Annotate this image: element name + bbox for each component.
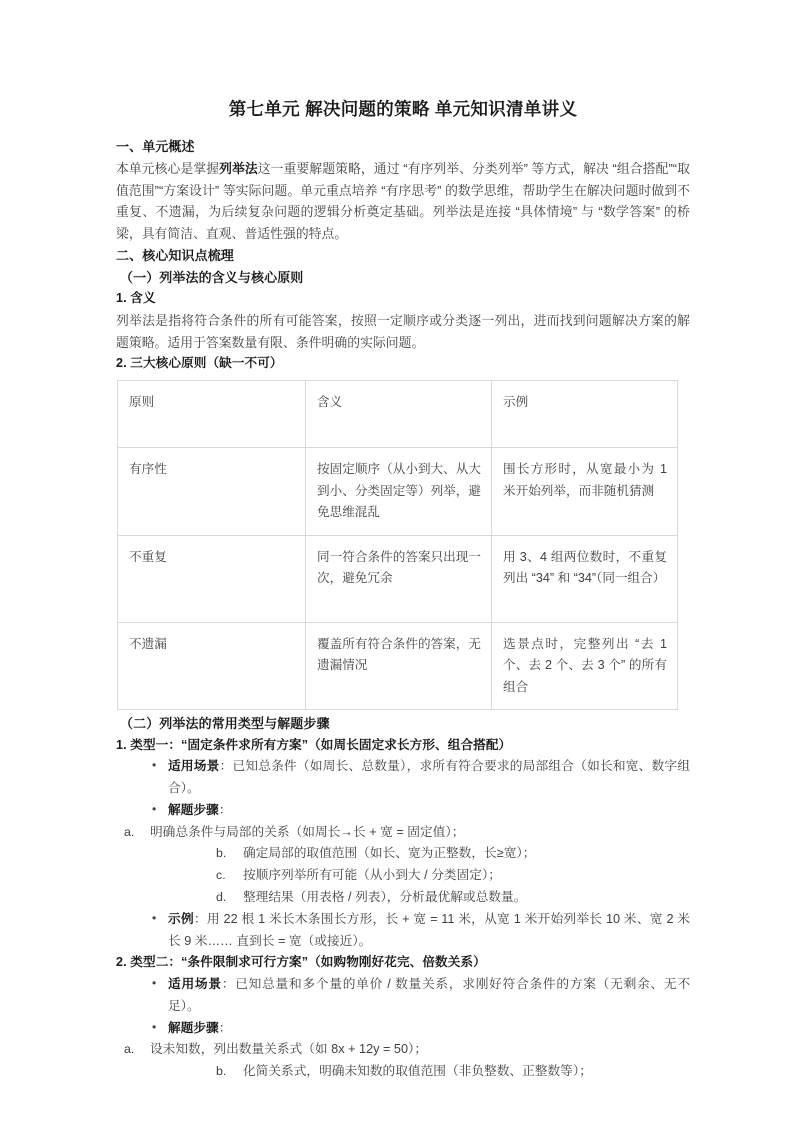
scene-text: ：已知总量和多个量的单价 / 数量关系，求刚好符合条件的方案（无剩余、无不足）。 bbox=[168, 976, 691, 1013]
paragraph-unit-overview bbox=[116, 158, 690, 245]
list-item-steps-label bbox=[116, 1018, 690, 1040]
table-cell-example: 围长方形时，从宽最小为 1 米开始列举，而非随机猜测 bbox=[492, 448, 678, 536]
list-item-example bbox=[116, 909, 690, 953]
heading-part-two: （二）列举法的常用类型与解题步骤 bbox=[120, 716, 330, 731]
heading-core-knowledge: 二、核心知识点梳理 bbox=[116, 248, 234, 264]
table-row bbox=[118, 622, 678, 710]
step-marker: b. bbox=[216, 846, 227, 861]
list-item-step bbox=[116, 822, 690, 844]
list-item-steps-label bbox=[116, 800, 690, 822]
table-header-example: 示例 bbox=[492, 381, 678, 448]
table-row bbox=[118, 535, 678, 622]
step-marker: b. bbox=[216, 1064, 227, 1079]
list-item-step bbox=[116, 1039, 690, 1061]
heading-meaning: 1. 含义 bbox=[116, 291, 156, 306]
table-cell-meaning: 同一符合条件的答案只出现一次，避免冗余 bbox=[306, 535, 492, 622]
example-text: ：用 22 根 1 米长木条围长方形，长 + 宽 = 11 米，从宽 1 米开始列举长 10 米、宽 2 米长 9 米…… 直到长 = 宽（或接近）。 bbox=[168, 911, 690, 948]
step-marker: d. bbox=[216, 889, 227, 904]
list-item-scene bbox=[116, 974, 690, 1018]
overview-text-part1: 本单元核心是掌握 bbox=[116, 160, 220, 176]
heading-unit-overview: 一、单元概述 bbox=[116, 139, 195, 155]
overview-keyword-bold: 列举法 bbox=[219, 160, 258, 176]
step-text: 设未知数，列出数量关系式（如 8x + 12y = 50）； bbox=[150, 1042, 428, 1057]
steps-label: 解题步骤 bbox=[168, 1020, 219, 1035]
overview-text-part2: 这一重要解题策略，通过 “有序列举、分类列举” 等方式，解决 “组合搭配”“取值范围”“方案设计” 等实际问题。单元重点培养 “有序思考” 的数学思维，帮助学生在解决问题时做到不重复、不遗漏，为后续复杂问题的逻辑分析奠定基础。列举法是连接 “具体情境” 与 “数学答案” 的桥梁，具有简洁、直观、普适性强的特点。 bbox=[116, 160, 690, 242]
step-text: 按顺序列举所有可能（从小到大 / 分类固定）； bbox=[243, 868, 501, 883]
table-cell-meaning: 覆盖所有符合条件的答案，无遗漏情况 bbox=[306, 622, 492, 710]
steps-colon: ： bbox=[218, 1020, 232, 1035]
heading-type-two: 2. 类型二：“条件限制求可行方案”（如购物刚好花完、倍数关系） bbox=[116, 955, 486, 970]
step-text: 整理结果（用表格 / 列表），分析最优解或总数量。 bbox=[243, 889, 527, 904]
type-two-steps bbox=[116, 1039, 690, 1083]
table-header-row bbox=[118, 381, 678, 448]
step-marker: a. bbox=[124, 824, 135, 839]
steps-colon: ： bbox=[218, 802, 232, 817]
list-item-step bbox=[116, 887, 690, 909]
principles-table bbox=[117, 380, 678, 710]
list-item-step bbox=[116, 1061, 690, 1083]
step-text: 化简关系式，明确未知数的取值范围（非负整数、正整数等）； bbox=[243, 1064, 592, 1079]
heading-three-principles: 2. 三大核心原则（缺一不可） bbox=[116, 356, 283, 371]
step-marker: c. bbox=[216, 868, 226, 883]
table-cell-principle: 不重复 bbox=[118, 535, 306, 622]
type-one-bullets bbox=[116, 756, 690, 821]
table-cell-principle: 不遗漏 bbox=[118, 622, 306, 710]
type-one-example-bullet bbox=[116, 909, 690, 953]
list-item-step bbox=[116, 843, 690, 865]
table-header-meaning: 含义 bbox=[306, 381, 492, 448]
type-one-steps bbox=[116, 822, 690, 909]
table-row bbox=[118, 448, 678, 536]
table-cell-example: 用 3、4 组两位数时，不重复列出 “34” 和 “34”（同一组合） bbox=[492, 535, 678, 622]
scene-label: 适用场景 bbox=[168, 976, 222, 991]
list-item-step bbox=[116, 865, 690, 887]
list-item-scene bbox=[116, 756, 690, 800]
table-header-principle: 原则 bbox=[118, 381, 306, 448]
step-text: 明确总条件与局部的关系（如周长→长 + 宽 = 固定值）； bbox=[150, 824, 465, 839]
table-cell-meaning: 按固定顺序（从小到大、从大到小、分类固定等）列举，避免思维混乱 bbox=[306, 448, 492, 536]
heading-type-one: 1. 类型一：“固定条件求所有方案”（如周长固定求长方形、组合搭配） bbox=[116, 737, 512, 752]
scene-text: ：已知总条件（如周长、总数量），求所有符合要求的局部组合（如长和宽、数字组合）。 bbox=[168, 759, 691, 795]
step-marker: a. bbox=[124, 1042, 135, 1057]
table-cell-principle: 有序性 bbox=[118, 448, 306, 536]
page-title: 第七单元 解决问题的策略 单元知识清单讲义 bbox=[228, 99, 578, 119]
example-label: 示例 bbox=[168, 911, 194, 926]
steps-label: 解题步骤 bbox=[168, 802, 219, 817]
step-text: 确定局部的取值范围（如长、宽为正整数，长≥宽）； bbox=[243, 846, 536, 861]
heading-part-one: （一）列举法的含义与核心原则 bbox=[120, 269, 304, 285]
paragraph-meaning: 列举法是指将符合条件的所有可能答案，按照一定顺序或分类逐一列出，进而找到问题解决方案的解题策略。适用于答案数量有限、条件明确的实际问题。 bbox=[116, 312, 690, 350]
scene-label: 适用场景 bbox=[168, 759, 220, 774]
table-cell-example: 选景点时，完整列出 “去 1 个、去 2 个、去 3 个” 的所有组合 bbox=[492, 622, 678, 710]
type-two-bullets bbox=[116, 974, 690, 1039]
